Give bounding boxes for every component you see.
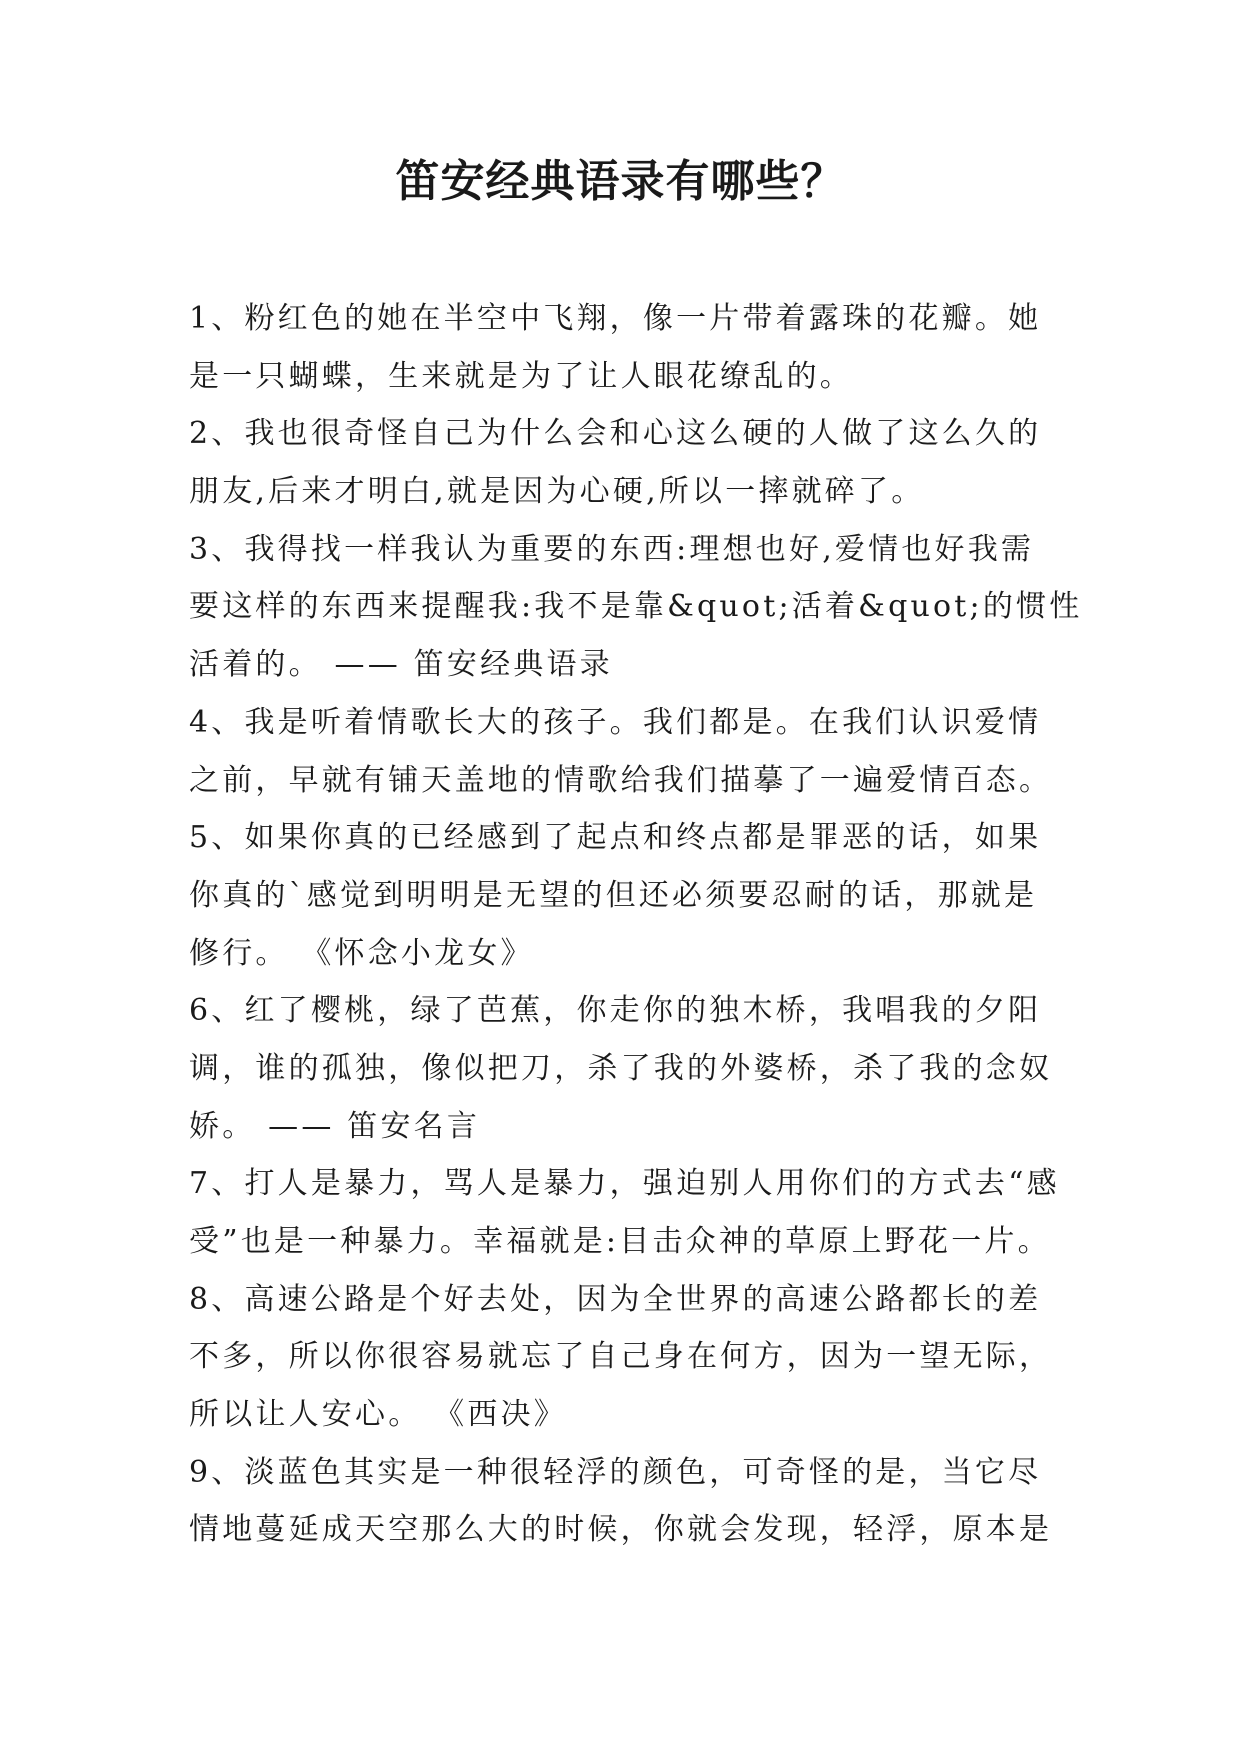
page-title: 笛安经典语录有哪些？ [395,156,846,207]
text-line: 8、高速公路是个好去处，因为全世界的高速公路都长的差 [189,1281,1042,1317]
text-line: 娇。 —— 笛安名言 [189,1108,481,1144]
text-line: 修行。 《怀念小龙女》 [189,935,534,971]
text-line: 要这样的东西来提醒我:我不是靠&quot;活着&quot;的惯性 [189,589,1083,625]
text-line: 是一只蝴蝶，生来就是为了让人眼花缭乱的。 [189,358,853,394]
text-line: 不多，所以你很容易就忘了自己身在何方，因为一望无际， [189,1339,1053,1375]
text-line: 调，谁的孤独，像似把刀，杀了我的外婆桥，杀了我的念奴 [189,1050,1053,1086]
text-line: 之前，早就有铺天盖地的情歌给我们描摹了一遍爱情百态。 [189,762,1053,798]
text-line: 6、红了樱桃，绿了芭蕉，你走你的独木桥，我唱我的夕阳 [189,993,1042,1029]
text-line: 你真的`感觉到明明是无望的但还必须要忍耐的话，那就是 [189,877,1038,913]
text-line: 活着的。 —— 笛安经典语录 [189,647,613,683]
document-body [189,290,1089,1559]
text-line: 受”也是一种暴力。幸福就是:目击众神的草原上野花一片。 [189,1224,1051,1259]
text-line: 情地蔓延成天空那么大的时候，你就会发现，轻浮，原本是 [189,1512,1053,1548]
text-line: 朋友,后来才明白,就是因为心硬,所以一摔就碎了。 [189,474,925,510]
text-line: 所以让人安心。 《西决》 [189,1397,567,1433]
text-line: 1、粉红色的她在半空中飞翔，像一片带着露珠的花瓣。她 [189,301,1042,336]
text-line: 4、我是听着情歌长大的孩子。我们都是。在我们认识爱情 [189,704,1042,740]
text-line: 7、打人是暴力，骂人是暴力，强迫别人用你们的方式去“感 [189,1166,1060,1202]
text-line: 5、如果你真的已经感到了起点和终点都是罪恶的话，如果 [189,820,1042,856]
text-line: 9、淡蓝色其实是一种很轻浮的颜色，可奇怪的是，当它尽 [189,1454,1042,1490]
text-line: 2、我也很奇怪自己为什么会和心这么硬的人做了这么久的 [189,416,1042,452]
text-line: 3、我得找一样我认为重要的东西:理想也好,爱情也好我需 [189,531,1035,567]
